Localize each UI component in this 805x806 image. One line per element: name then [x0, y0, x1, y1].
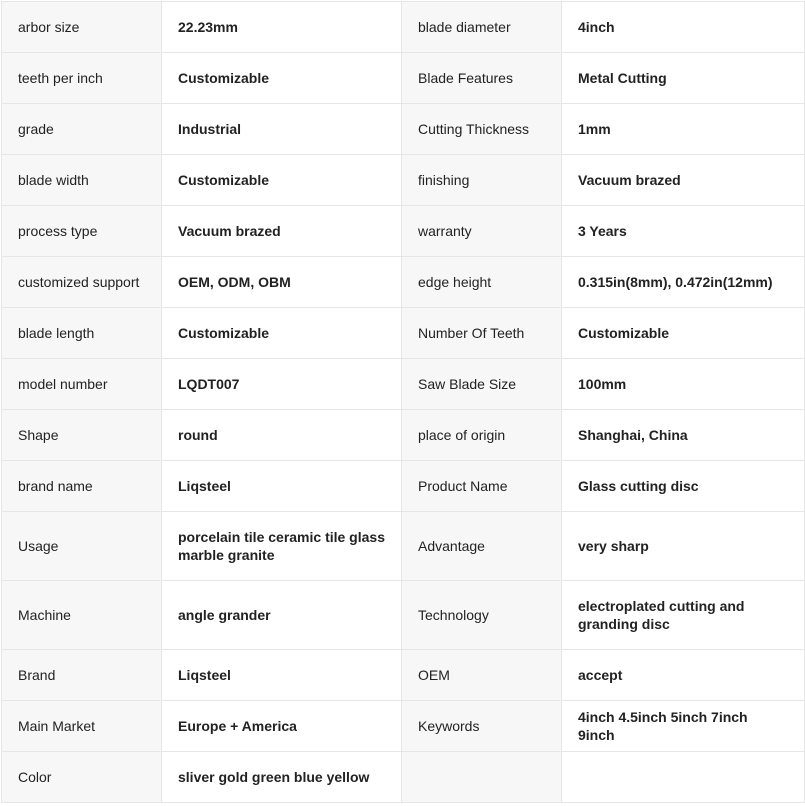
spec-label: Machine: [2, 581, 162, 650]
spec-label: edge height: [402, 257, 562, 308]
spec-label: Technology: [402, 581, 562, 650]
spec-row: [2, 512, 805, 581]
spec-label: OEM: [402, 650, 562, 701]
spec-label: process type: [2, 206, 162, 257]
spec-label: Color: [2, 752, 162, 803]
spec-value: Customizable: [162, 53, 402, 104]
spec-value: Liqsteel: [162, 650, 402, 701]
spec-value: OEM, ODM, OBM: [162, 257, 402, 308]
spec-value: angle grander: [162, 581, 402, 650]
spec-value: sliver gold green blue yellow: [162, 752, 402, 803]
spec-label: Number Of Teeth: [402, 308, 562, 359]
spec-row: [2, 53, 805, 104]
spec-label: Advantage: [402, 512, 562, 581]
spec-label: Main Market: [2, 701, 162, 752]
spec-value: electroplated cutting and granding disc: [562, 581, 805, 650]
spec-label: customized support: [2, 257, 162, 308]
spec-label: Blade Features: [402, 53, 562, 104]
spec-value: round: [162, 410, 402, 461]
spec-row: [2, 104, 805, 155]
spec-label: blade length: [2, 308, 162, 359]
spec-label: warranty: [402, 206, 562, 257]
spec-value: Vacuum brazed: [562, 155, 805, 206]
spec-row: [2, 410, 805, 461]
spec-label: place of origin: [402, 410, 562, 461]
spec-label: arbor size: [2, 2, 162, 53]
spec-value: 1mm: [562, 104, 805, 155]
spec-label: Brand: [2, 650, 162, 701]
spec-label: brand name: [2, 461, 162, 512]
spec-value: 100mm: [562, 359, 805, 410]
spec-value: 4inch 4.5inch 5inch 7inch 9inch: [562, 701, 805, 752]
spec-value: Metal Cutting: [562, 53, 805, 104]
spec-row: [2, 701, 805, 752]
spec-value: very sharp: [562, 512, 805, 581]
spec-label: blade diameter: [402, 2, 562, 53]
spec-label: Keywords: [402, 701, 562, 752]
spec-label: Shape: [2, 410, 162, 461]
spec-row: [2, 155, 805, 206]
spec-label: Saw Blade Size: [402, 359, 562, 410]
spec-label: teeth per inch: [2, 53, 162, 104]
spec-value: accept: [562, 650, 805, 701]
spec-row: [2, 461, 805, 512]
spec-value: Industrial: [162, 104, 402, 155]
spec-row: [2, 206, 805, 257]
spec-value: Liqsteel: [162, 461, 402, 512]
spec-row: [2, 752, 805, 803]
spec-value: LQDT007: [162, 359, 402, 410]
spec-label: [402, 752, 562, 803]
spec-value: Customizable: [562, 308, 805, 359]
spec-label: Product Name: [402, 461, 562, 512]
spec-label: model number: [2, 359, 162, 410]
spec-value: 0.315in(8mm), 0.472in(12mm): [562, 257, 805, 308]
spec-row: [2, 2, 805, 53]
spec-row: [2, 257, 805, 308]
spec-label: Usage: [2, 512, 162, 581]
spec-row: [2, 581, 805, 650]
spec-value: Customizable: [162, 155, 402, 206]
product-spec-table: [1, 1, 805, 803]
spec-value: [562, 752, 805, 803]
spec-value: 22.23mm: [162, 2, 402, 53]
spec-label: blade width: [2, 155, 162, 206]
spec-label: grade: [2, 104, 162, 155]
spec-value: 4inch: [562, 2, 805, 53]
spec-value: Shanghai, China: [562, 410, 805, 461]
spec-value: Europe + America: [162, 701, 402, 752]
spec-label: finishing: [402, 155, 562, 206]
spec-row: [2, 359, 805, 410]
spec-row: [2, 650, 805, 701]
spec-value: Glass cutting disc: [562, 461, 805, 512]
spec-value: Vacuum brazed: [162, 206, 402, 257]
spec-label: Cutting Thickness: [402, 104, 562, 155]
spec-value: Customizable: [162, 308, 402, 359]
spec-value: porcelain tile ceramic tile glass marble granite: [162, 512, 402, 581]
spec-value: 3 Years: [562, 206, 805, 257]
spec-row: [2, 308, 805, 359]
